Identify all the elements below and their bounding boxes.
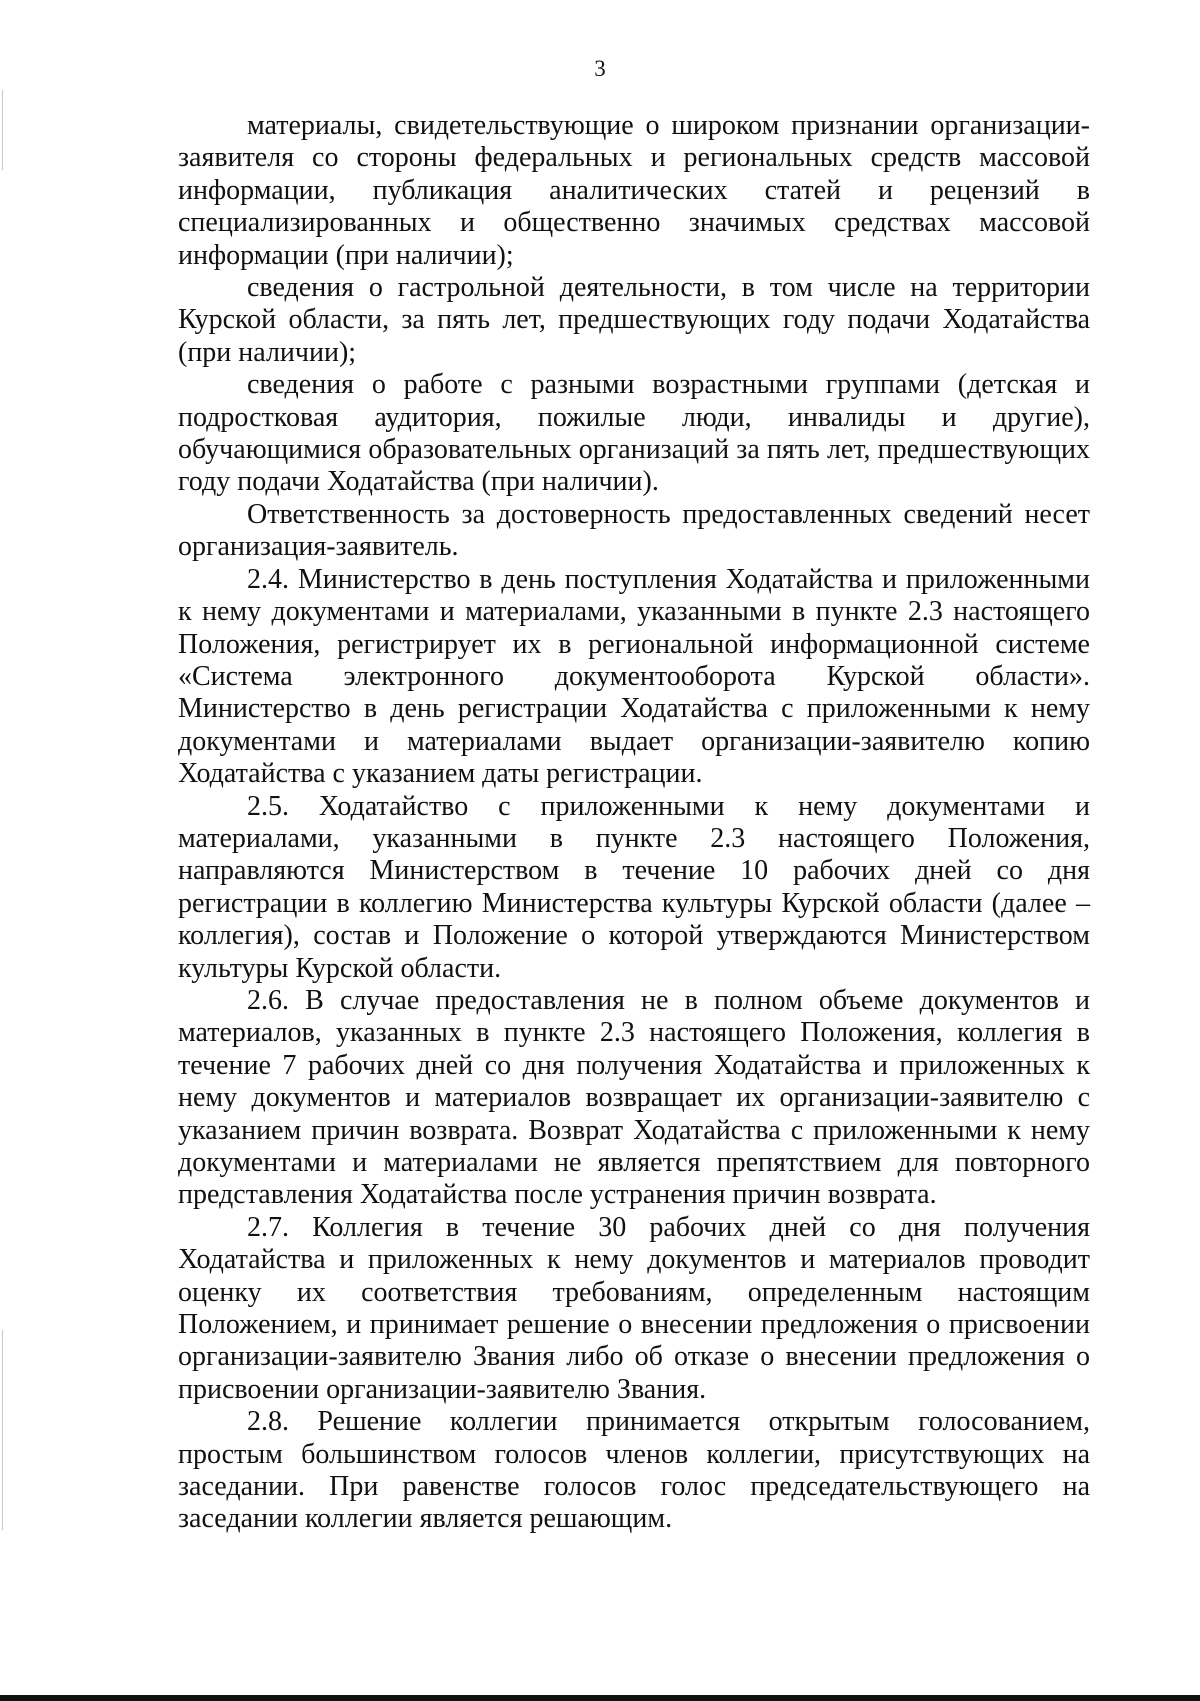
paragraph-2-6: 2.6. В случае предоставления не в полном объеме документов и материалов, указанных в пункте 2.3 настоящего Положения, коллегия в течение 7 рабочих дней со дня получения Ходатайства и приложенных к нему документов и материалов возвращает их организации-заявителю с указанием причин возврата. Возврат Ходатайства с приложенными к нему документами и материалами не является препятствием для повторного представления Ходатайства после устранения причин возврата.: [178, 984, 1090, 1211]
paragraph-touring-info: сведения о гастрольной деятельности, в том числе на территории Курской области, за пять лет, предшествующих году подачи Ходатайства (при наличии);: [178, 272, 1090, 368]
scan-artifact: [2, 90, 3, 170]
scan-bottom-edge: [0, 1695, 1200, 1701]
paragraph-2-7: 2.7. Коллегия в течение 30 рабочих дней со дня получения Ходатайства и приложенных к нему документов и материалов проводит оценку их соответствия требованиям, определенным настоящим Положением, и принимает решение о внесении предложения о присвоении организации-заявителю Звания либо об отказе о внесении предложения о присвоении организации-заявителю Звания.: [178, 1211, 1090, 1405]
paragraph-2-5: 2.5. Ходатайство с приложенными к нему документами и материалами, указанными в пункте 2.3 настоящего Положения, направляются Министерством в течение 10 рабочих дней со дня регистрации в коллегию Министерства культуры Курской области (далее – коллегия), состав и Положение о которой утверждаются Министерством культуры Курской области.: [178, 790, 1090, 984]
document-body: [178, 110, 1090, 1536]
scan-artifact: [2, 1330, 3, 1530]
paragraph-responsibility: Ответственность за достоверность предоставленных сведений несет организация-заявитель.: [178, 498, 1090, 563]
paragraph-age-groups: сведения о работе с разными возрастными группами (детская и подростковая аудитория, пожилые люди, инвалиды и другие), обучающимися образовательных организаций за пять лет, предшествующих году подачи Ходатайства (при наличии).: [178, 369, 1090, 498]
paragraph-media-materials: материалы, свидетельствующие о широком признании организации-заявителя со стороны федеральных и региональных средств массовой информации, публикация аналитических статей и рецензий в специализированных и общественно значимых средствах массовой информации (при наличии);: [178, 110, 1090, 271]
paragraph-2-4: 2.4. Министерство в день поступления Ходатайства и приложенными к нему документами и материалами, указанными в пункте 2.3 настоящего Положения, регистрирует их в региональной информационной системе «Система электронного документооборота Курской области». Министерство в день регистрации Ходатайства с приложенными к нему документами и материалами выдает организации-заявителю копию Ходатайства с указанием даты регистрации.: [178, 563, 1090, 790]
page-number: 3: [594, 56, 606, 81]
paragraph-2-8: 2.8. Решение коллегии принимается открытым голосованием, простым большинством голосов членов коллегии, присутствующих на заседании. При равенстве голосов голос председательствующего на заседании коллегии является решающим.: [178, 1406, 1090, 1535]
